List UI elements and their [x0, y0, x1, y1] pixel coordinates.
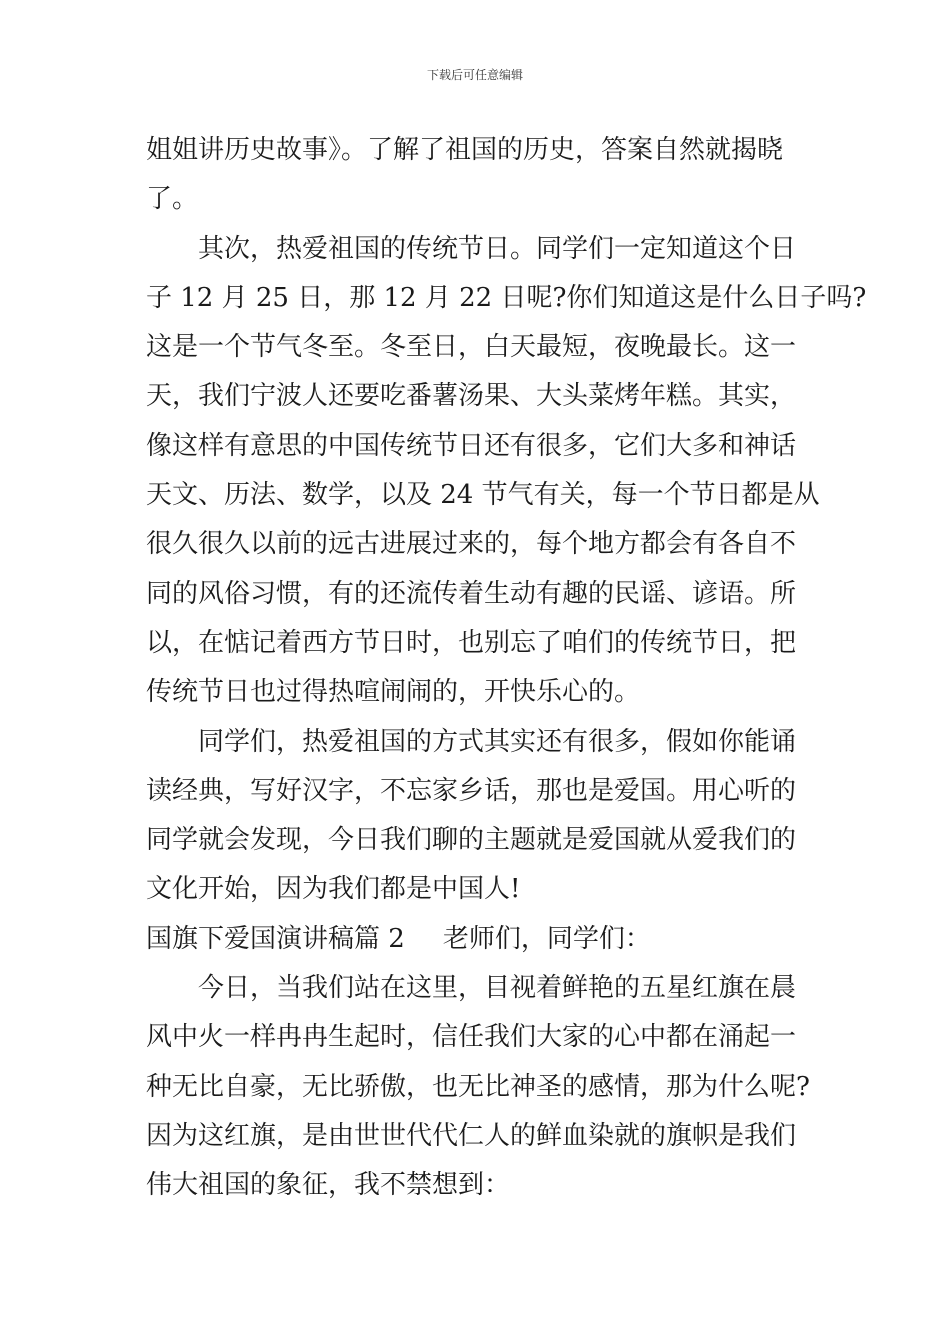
text-line: 种无比自豪，无比骄傲，也无比神圣的感情，那为什么呢?: [146, 1071, 810, 1102]
text-line: 很久很久以前的远古进展过来的，每个地方都会有各自不: [146, 529, 797, 560]
text-line: 以，在惦记着西方节日时，也别忘了咱们的传统节日，把: [146, 627, 797, 658]
text-line: 像这样有意思的中国传统节日还有很多，它们大多和神话: [146, 430, 797, 461]
text-line: 这是一个节气冬至。冬至日，白天最短，夜晚最长。这一: [146, 332, 797, 363]
text-line: 文化开始，因为我们都是中国人!: [146, 874, 521, 905]
text-line: 天，我们宁波人还要吃番薯汤果、大头菜烤年糕。其实，: [146, 381, 797, 412]
paragraph-start-line: 其次，热爱祖国的传统节日。同学们一定知道这个日: [198, 233, 797, 264]
text-line: 风中火一样冉冉生起时，信任我们大家的心中都在涌起一: [146, 1022, 797, 1053]
paragraph-start-line: 今日，当我们站在这里，目视着鲜艳的五星红旗在晨: [198, 973, 797, 1004]
text-line: 伟大祖国的象征，我不禁想到：: [146, 1170, 511, 1201]
salutation: 老师们，同学们：: [442, 923, 651, 954]
document-body: [146, 126, 867, 1211]
paragraph-start-line: 同学们，热爱祖国的方式其实还有很多，假如你能诵: [198, 726, 797, 757]
section-title-line: [146, 915, 816, 964]
text-line: 了。: [146, 184, 199, 215]
text-line: 子 12 月 25 日，那 12 月 22 日呢?你们知道这是什么日子吗?: [146, 282, 867, 313]
page-header: 下载后可任意编辑: [426, 68, 523, 82]
text-line: 同学就会发现，今日我们聊的主题就是爱国就从爱我们的: [146, 825, 797, 856]
text-line: 传统节日也过得热喧闹闹的，开快乐心的。: [146, 677, 641, 708]
text-line: 姐姐讲历史故事》。了解了祖国的历史，答案自然就揭晓: [146, 135, 784, 165]
text-line: 天文、历法、数学，以及 24 节气有关，每一个节日都是从: [146, 480, 820, 511]
section-title: 国旗下爱国演讲稿篇 2: [146, 923, 405, 954]
text-line: 读经典，写好汉字，不忘家乡话，那也是爱国。用心听的: [146, 775, 797, 806]
text-line: 因为这红旗，是由世世代代仁人的鲜血染就的旗帜是我们: [146, 1120, 797, 1151]
text-line: 同的风俗习惯，有的还流传着生动有趣的民谣、谚语。所: [146, 578, 797, 609]
